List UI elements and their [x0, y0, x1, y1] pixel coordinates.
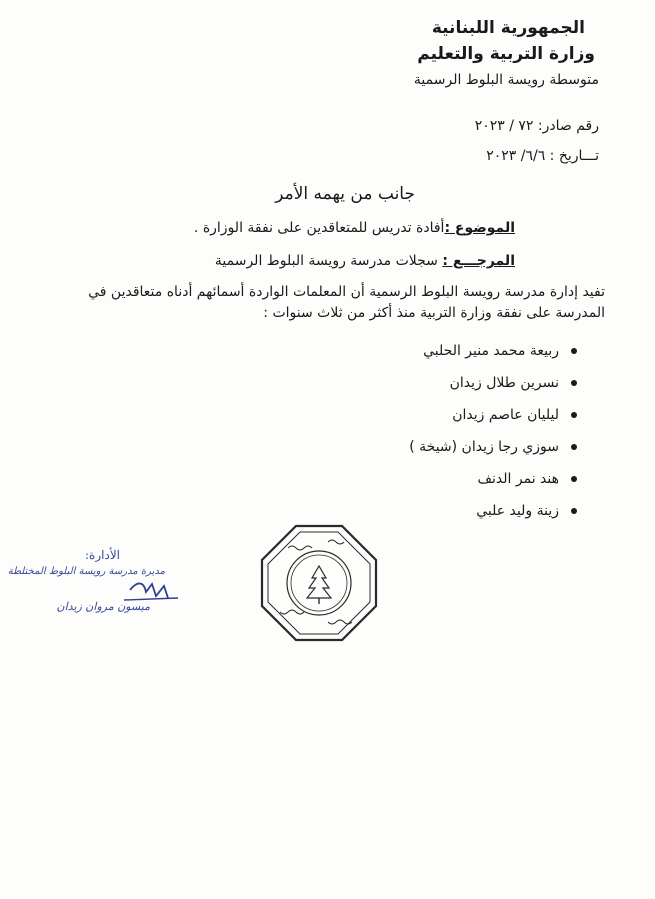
signature-name: ميسون مروان زيدان — [56, 600, 150, 613]
header-school: متوسطة رويسة البلوط الرسمية — [413, 72, 599, 88]
list-item: ربيعة محمد منير الحلبي — [409, 335, 577, 367]
reference-number: رقم صادر: ٧٢ / ٢٠٢٣ — [474, 118, 599, 134]
list-item: نسرين طلال زيدان — [409, 367, 577, 399]
subject-text: أفادة تدريس للمتعاقدين على نفقة الوزارة . — [193, 220, 445, 236]
signature-title: الأدارة: — [85, 548, 120, 562]
bullet-icon — [571, 412, 577, 418]
handwritten-signature — [60, 540, 240, 630]
bullet-icon — [571, 508, 577, 514]
header-republic: الجمهورية اللبنانية — [431, 18, 585, 38]
body-paragraph-line2: المدرسة على نفقة وزارة التربية منذ أكثر من ثلاث سنوات : — [263, 305, 605, 321]
body-paragraph-line1: تفيد إدارة مدرسة رويسة البلوط الرسمية أن المعلمات الواردة أسمائهم أدناه متعاقدين في — [88, 284, 605, 300]
list-item: ليليان عاصم زيدان — [409, 399, 577, 431]
list-item: زينة وليد علبي — [409, 495, 577, 527]
bullet-icon — [571, 476, 577, 482]
official-stamp — [258, 522, 380, 644]
subject-label: الموضوع : — [444, 220, 515, 236]
reference-label: المرجـــع : — [442, 253, 515, 269]
list-item: هند نمر الدنف — [409, 463, 577, 495]
teacher-list — [409, 335, 577, 527]
reference-text: سجلات مدرسة رويسة البلوط الرسمية — [214, 253, 443, 269]
addressee: جانب من يهمه الأمر — [275, 184, 415, 204]
header-ministry: وزارة التربية والتعليم — [417, 44, 595, 64]
bullet-icon — [571, 348, 577, 354]
bullet-icon — [571, 444, 577, 450]
list-item: سوزي رجا زيدان (شيخة ) — [409, 431, 577, 463]
reference-line — [215, 253, 515, 269]
signature-role: مديرة مدرسة رويسة البلوط المختلطة — [7, 566, 165, 577]
subject-line — [194, 220, 515, 236]
document-date: تـــاريخ : ٦/٦/ ٢٠٢٣ — [486, 148, 599, 164]
bullet-icon — [571, 380, 577, 386]
